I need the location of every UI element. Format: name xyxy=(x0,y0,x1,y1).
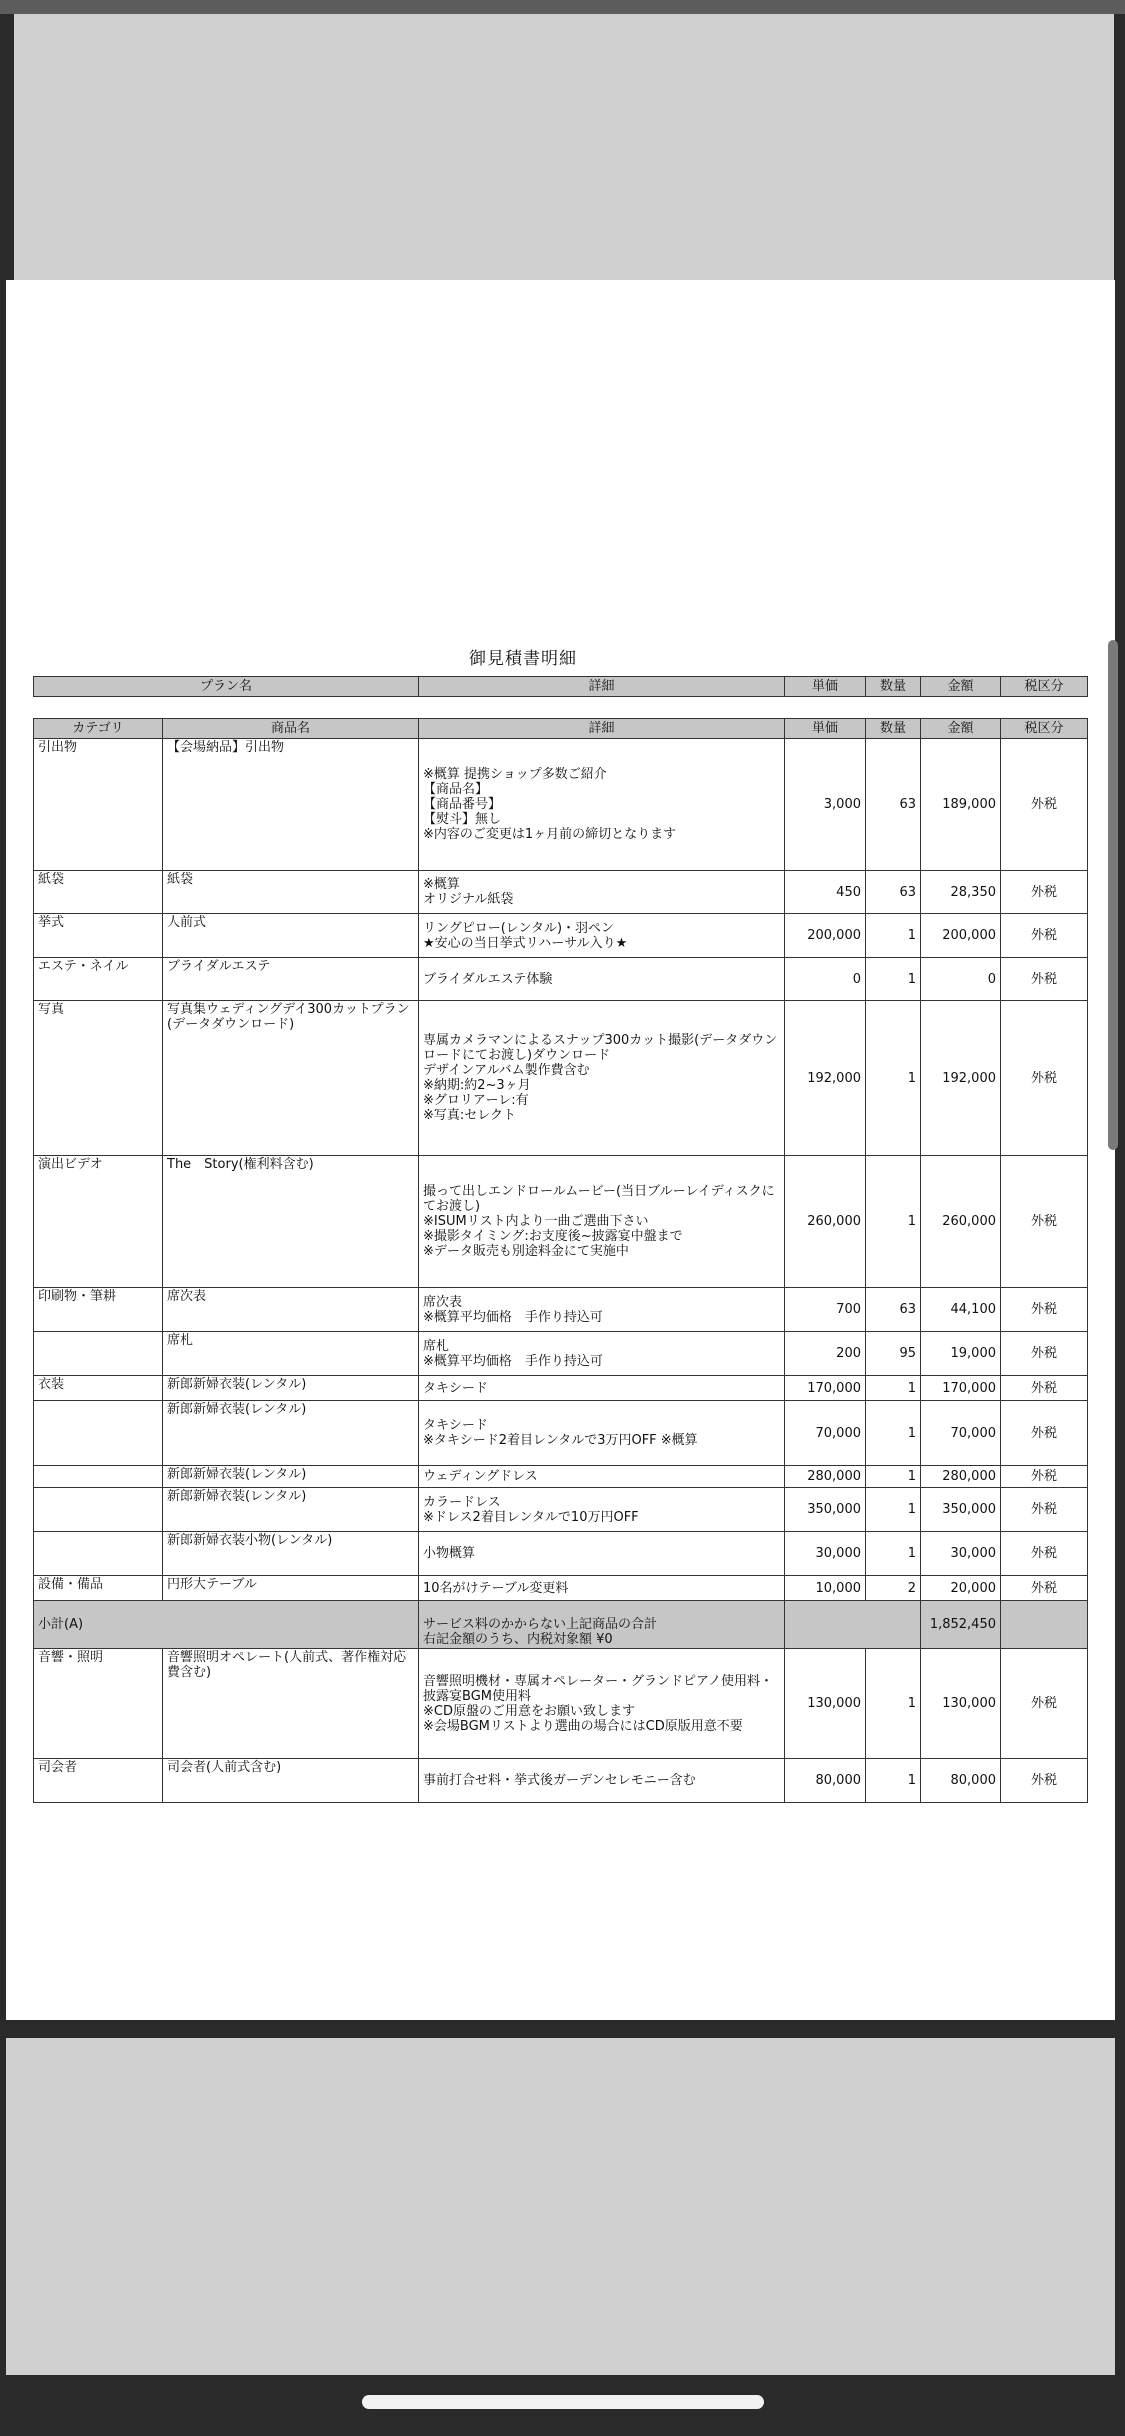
row-name: 新郎新婦衣装小物(レンタル) xyxy=(163,1532,419,1576)
table-row xyxy=(34,1466,1088,1488)
plan-col-unit-price: 単価 xyxy=(785,677,866,697)
row-unit-price: 80,000 xyxy=(785,1759,866,1803)
row-qty: 63 xyxy=(866,1288,921,1332)
row-amount: 70,000 xyxy=(921,1401,1001,1466)
row-name: 音響照明オペレート(人前式、著作権対応費含む) xyxy=(163,1649,419,1759)
row-unit-price: 700 xyxy=(785,1288,866,1332)
row-unit-price: 130,000 xyxy=(785,1649,866,1759)
subtotal-detail: サービス料のかからない上記商品の合計 右記金額のうち、内税対象額 ¥0 xyxy=(419,1601,785,1649)
row-category: 紙袋 xyxy=(34,871,163,914)
row-detail: 音響照明機材・専属オペレーター・グランドピアノ使用料・披露宴BGM使用料 ※CD原盤のご用意をお願い致します ※会場BGMリストより選曲の場合にはCD原版用意不要 xyxy=(419,1649,785,1759)
row-qty: 1 xyxy=(866,1376,921,1401)
subtotal-tax-blank xyxy=(1001,1601,1088,1649)
row-detail: タキシード ※タキシード2着目レンタルで3万円OFF ※概算 xyxy=(419,1401,785,1466)
table-row xyxy=(34,739,1088,871)
row-category: 衣装 xyxy=(34,1376,163,1401)
row-name: 写真集ウェディングデイ300カットプラン(データダウンロード) xyxy=(163,1001,419,1156)
row-tax: 外税 xyxy=(1001,1288,1088,1332)
row-category xyxy=(34,1332,163,1376)
row-amount: 19,000 xyxy=(921,1332,1001,1376)
row-unit-price: 0 xyxy=(785,958,866,1001)
row-amount: 192,000 xyxy=(921,1001,1001,1156)
estimate-document xyxy=(8,640,1108,2018)
items-header-row xyxy=(34,719,1088,739)
row-tax: 外税 xyxy=(1001,1532,1088,1576)
plan-col-name: プラン名 xyxy=(34,677,419,697)
row-unit-price: 280,000 xyxy=(785,1466,866,1488)
row-tax: 外税 xyxy=(1001,958,1088,1001)
plan-col-qty: 数量 xyxy=(866,677,921,697)
row-qty: 2 xyxy=(866,1576,921,1601)
row-detail: 専属カメラマンによるスナップ300カット撮影(データダウンロードにてお渡し)ダウンロード デザインアルバム製作費含む ※納期:約2~3ヶ月 ※グロリアーレ:有 ※写真:セレクト xyxy=(419,1001,785,1156)
row-unit-price: 3,000 xyxy=(785,739,866,871)
row-amount: 260,000 xyxy=(921,1156,1001,1288)
row-detail: ブライダルエステ体験 xyxy=(419,958,785,1001)
row-detail: 10名がけテーブル変更料 xyxy=(419,1576,785,1601)
row-tax: 外税 xyxy=(1001,1759,1088,1803)
row-tax: 外税 xyxy=(1001,1488,1088,1532)
row-name: ブライダルエステ xyxy=(163,958,419,1001)
row-name: 新郎新婦衣装(レンタル) xyxy=(163,1376,419,1401)
row-amount: 80,000 xyxy=(921,1759,1001,1803)
row-detail: 小物概算 xyxy=(419,1532,785,1576)
row-category: 司会者 xyxy=(34,1759,163,1803)
row-amount: 0 xyxy=(921,958,1001,1001)
row-detail: カラードレス ※ドレス2着目レンタルで10万円OFF xyxy=(419,1488,785,1532)
row-category: 演出ビデオ xyxy=(34,1156,163,1288)
scrollbar[interactable] xyxy=(1108,640,1118,1150)
table-row xyxy=(34,914,1088,958)
items-table xyxy=(33,718,1088,1803)
subtotal-label: 小計(A) xyxy=(34,1601,419,1649)
row-name: 新郎新婦衣装(レンタル) xyxy=(163,1401,419,1466)
row-name: 新郎新婦衣装(レンタル) xyxy=(163,1466,419,1488)
row-tax: 外税 xyxy=(1001,1401,1088,1466)
row-tax: 外税 xyxy=(1001,1001,1088,1156)
col-tax: 税区分 xyxy=(1001,719,1088,739)
row-category: 引出物 xyxy=(34,739,163,871)
row-category xyxy=(34,1532,163,1576)
row-detail: 席札 ※概算平均価格 手作り持込可 xyxy=(419,1332,785,1376)
row-unit-price: 200 xyxy=(785,1332,866,1376)
row-tax: 外税 xyxy=(1001,1156,1088,1288)
row-category xyxy=(34,1466,163,1488)
table-row xyxy=(34,1288,1088,1332)
row-detail: 撮って出しエンドロールムービー(当日ブルーレイディスクにてお渡し) ※ISUMリスト内より一曲ご選曲下さい ※撮影タイミング:お支度後~披露宴中盤まで ※データ販売も別途料金にて実施中 xyxy=(419,1156,785,1288)
row-category xyxy=(34,1401,163,1466)
row-amount: 170,000 xyxy=(921,1376,1001,1401)
row-qty: 1 xyxy=(866,1649,921,1759)
redacted-region-bottom-2 xyxy=(6,2180,1115,2375)
row-category: 音響・照明 xyxy=(34,1649,163,1759)
row-detail: ※概算 オリジナル紙袋 xyxy=(419,871,785,914)
row-detail: ※概算 提携ショップ多数ご紹介 【商品名】 【商品番号】 【熨斗】無し ※内容のご変更は1ヶ月前の締切となります xyxy=(419,739,785,871)
row-tax: 外税 xyxy=(1001,1576,1088,1601)
row-category: 印刷物・筆耕 xyxy=(34,1288,163,1332)
row-qty: 1 xyxy=(866,1532,921,1576)
col-amount: 金額 xyxy=(921,719,1001,739)
row-qty: 1 xyxy=(866,1488,921,1532)
plan-col-amount: 金額 xyxy=(921,677,1001,697)
row-detail: タキシード xyxy=(419,1376,785,1401)
row-tax: 外税 xyxy=(1001,1649,1088,1759)
document-title: 御見積書明細 xyxy=(469,649,577,669)
row-tax: 外税 xyxy=(1001,1376,1088,1401)
row-qty: 1 xyxy=(866,1401,921,1466)
redacted-region-bottom xyxy=(6,2038,1115,2188)
table-row xyxy=(34,1576,1088,1601)
row-name: 紙袋 xyxy=(163,871,419,914)
row-tax: 外税 xyxy=(1001,1332,1088,1376)
table-row xyxy=(34,1401,1088,1466)
row-amount: 350,000 xyxy=(921,1488,1001,1532)
row-unit-price: 260,000 xyxy=(785,1156,866,1288)
row-tax: 外税 xyxy=(1001,914,1088,958)
row-name: 席札 xyxy=(163,1332,419,1376)
table-row xyxy=(34,1332,1088,1376)
row-unit-price: 450 xyxy=(785,871,866,914)
row-unit-price: 70,000 xyxy=(785,1401,866,1466)
col-unit-price: 単価 xyxy=(785,719,866,739)
row-category xyxy=(34,1488,163,1532)
table-row xyxy=(34,871,1088,914)
col-qty: 数量 xyxy=(866,719,921,739)
subtotal-blank xyxy=(785,1601,921,1649)
row-detail: 事前打合せ料・挙式後ガーデンセレモニー含む xyxy=(419,1759,785,1803)
row-detail: ウェディングドレス xyxy=(419,1466,785,1488)
row-unit-price: 350,000 xyxy=(785,1488,866,1532)
subtotal-row xyxy=(34,1601,1088,1649)
table-row xyxy=(34,1156,1088,1288)
col-category: カテゴリ xyxy=(34,719,163,739)
row-qty: 95 xyxy=(866,1332,921,1376)
row-amount: 28,350 xyxy=(921,871,1001,914)
row-name: 【会場納品】引出物 xyxy=(163,739,419,871)
row-name: The Story(権利料含む) xyxy=(163,1156,419,1288)
row-tax: 外税 xyxy=(1001,1466,1088,1488)
row-amount: 200,000 xyxy=(921,914,1001,958)
table-row xyxy=(34,1488,1088,1532)
row-category: エステ・ネイル xyxy=(34,958,163,1001)
row-detail: 席次表 ※概算平均価格 手作り持込可 xyxy=(419,1288,785,1332)
row-qty: 1 xyxy=(866,958,921,1001)
row-amount: 189,000 xyxy=(921,739,1001,871)
table-row xyxy=(34,958,1088,1001)
row-name: 新郎新婦衣装(レンタル) xyxy=(163,1488,419,1532)
row-unit-price: 10,000 xyxy=(785,1576,866,1601)
row-category: 挙式 xyxy=(34,914,163,958)
row-category: 設備・備品 xyxy=(34,1576,163,1601)
table-row xyxy=(34,1532,1088,1576)
col-name: 商品名 xyxy=(163,719,419,739)
row-name: 司会者(人前式含む) xyxy=(163,1759,419,1803)
col-detail: 詳細 xyxy=(419,719,785,739)
subtotal-amount: 1,852,450 xyxy=(921,1601,1001,1649)
row-qty: 1 xyxy=(866,1466,921,1488)
table-row xyxy=(34,1001,1088,1156)
row-unit-price: 192,000 xyxy=(785,1001,866,1156)
row-detail: リングピロー(レンタル)・羽ペン ★安心の当日挙式リハーサル入り★ xyxy=(419,914,785,958)
row-tax: 外税 xyxy=(1001,871,1088,914)
table-row xyxy=(34,1649,1088,1759)
table-row xyxy=(34,1376,1088,1401)
row-qty: 1 xyxy=(866,1156,921,1288)
row-category: 写真 xyxy=(34,1001,163,1156)
row-amount: 130,000 xyxy=(921,1649,1001,1759)
row-qty: 1 xyxy=(866,1759,921,1803)
row-amount: 20,000 xyxy=(921,1576,1001,1601)
row-unit-price: 170,000 xyxy=(785,1376,866,1401)
status-bar-area xyxy=(0,0,1125,14)
row-name: 席次表 xyxy=(163,1288,419,1332)
row-qty: 63 xyxy=(866,739,921,871)
row-qty: 63 xyxy=(866,871,921,914)
row-amount: 44,100 xyxy=(921,1288,1001,1332)
table-row xyxy=(34,1759,1088,1803)
row-qty: 1 xyxy=(866,914,921,958)
plan-table xyxy=(33,676,1088,697)
home-indicator[interactable] xyxy=(362,2395,764,2409)
row-qty: 1 xyxy=(866,1001,921,1156)
row-name: 人前式 xyxy=(163,914,419,958)
row-amount: 30,000 xyxy=(921,1532,1001,1576)
row-amount: 280,000 xyxy=(921,1466,1001,1488)
row-unit-price: 30,000 xyxy=(785,1532,866,1576)
plan-col-detail: 詳細 xyxy=(419,677,785,697)
plan-header-row xyxy=(34,677,1088,697)
row-tax: 外税 xyxy=(1001,739,1088,871)
plan-col-tax: 税区分 xyxy=(1001,677,1088,697)
row-unit-price: 200,000 xyxy=(785,914,866,958)
row-name: 円形大テーブル xyxy=(163,1576,419,1601)
